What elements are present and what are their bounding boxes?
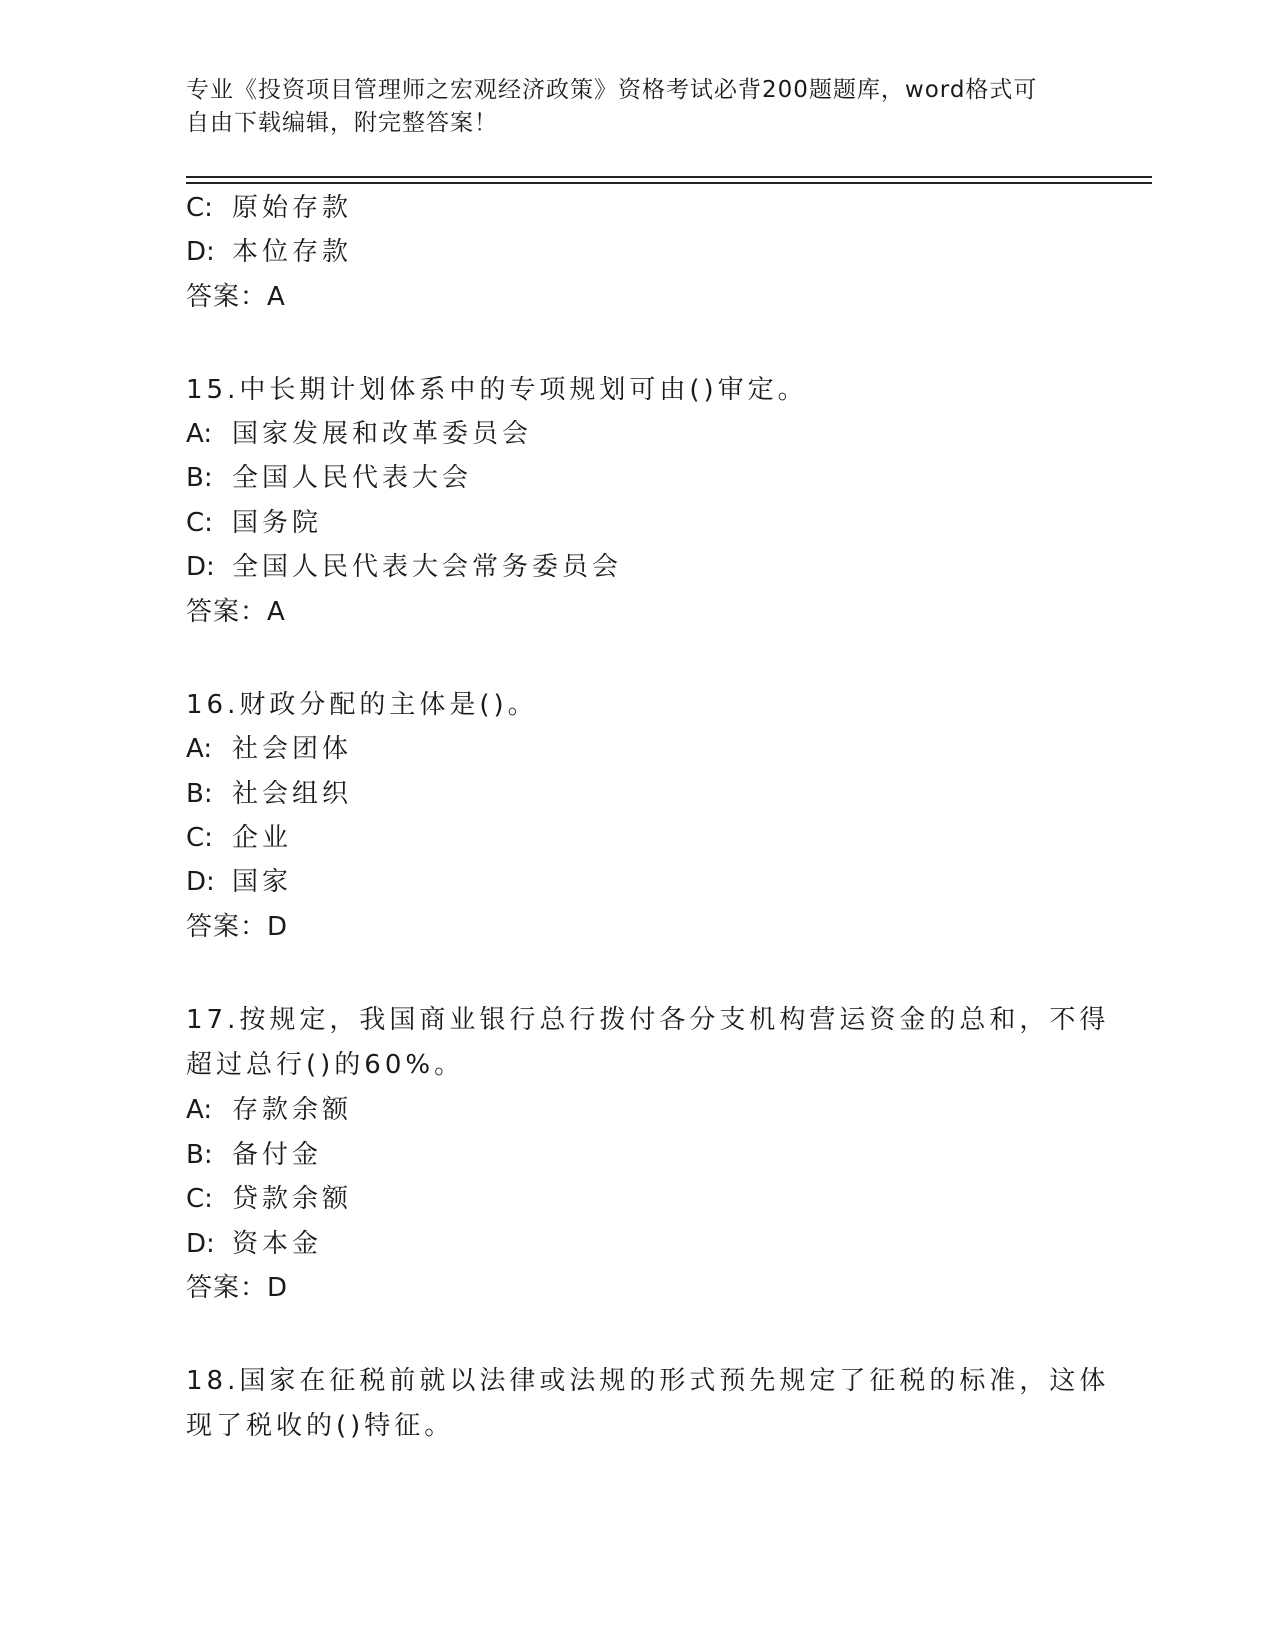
option-label: D: — [186, 1229, 215, 1259]
option-label: A: — [186, 734, 213, 764]
option-text: 存款余额 — [232, 1095, 353, 1125]
q17-stem-line-2: 超过总行()的60%。 — [186, 1050, 465, 1080]
option-label: A: — [186, 419, 213, 449]
header-divider-bottom — [186, 182, 1152, 184]
q18-stem-line-2: 现了税收的()特征。 — [186, 1411, 455, 1441]
q15-option-a — [186, 418, 532, 450]
q15-option-b — [186, 462, 472, 494]
header-line-2: 自由下载编辑，附完整答案！ — [186, 110, 498, 136]
q16-option-c — [186, 822, 292, 854]
q16-option-a — [186, 733, 352, 765]
document-header — [186, 74, 1086, 140]
option-label: B: — [186, 463, 213, 493]
option-text: 国家 — [232, 867, 293, 897]
option-text: 社会组织 — [232, 779, 353, 809]
option-text: 国务院 — [232, 508, 323, 538]
option-text: 资本金 — [232, 1229, 323, 1259]
option-label: B: — [186, 1140, 213, 1170]
header-line-1: 专业《投资项目管理师之宏观经济政策》资格考试必背200题题库，word格式可 — [186, 77, 1038, 103]
option-text: 国家发展和改革委员会 — [232, 419, 533, 449]
q17-option-c — [186, 1183, 352, 1215]
option-text: 原始存款 — [232, 193, 353, 223]
q16-stem: 16.财政分配的主体是()。 — [186, 690, 538, 720]
option-label: C: — [186, 508, 213, 538]
q14-answer: 答案：A — [186, 282, 286, 312]
q16-option-b — [186, 778, 352, 810]
option-text: 备付金 — [232, 1140, 323, 1170]
q18-stem-line-1: 18.国家在征税前就以法律或法规的形式预先规定了征税的标准，这体 — [186, 1366, 1110, 1396]
q15-stem: 15.中长期计划体系中的专项规划可由()审定。 — [186, 375, 808, 405]
q17-answer: 答案：D — [186, 1273, 289, 1303]
q15-answer: 答案：A — [186, 597, 286, 627]
option-text: 贷款余额 — [232, 1184, 353, 1214]
option-text: 全国人民代表大会 — [232, 463, 473, 493]
option-text: 本位存款 — [232, 237, 353, 267]
option-label: A: — [186, 1095, 213, 1125]
option-label: B: — [186, 779, 213, 809]
option-label: D: — [186, 237, 215, 267]
option-label: C: — [186, 823, 213, 853]
option-text: 社会团体 — [232, 734, 353, 764]
q16-answer: 答案：D — [186, 912, 289, 942]
q15-option-c — [186, 507, 322, 539]
header-divider-top — [186, 176, 1152, 178]
option-text: 企业 — [232, 823, 293, 853]
q16-option-d — [186, 866, 292, 898]
q15-option-d — [186, 551, 622, 583]
option-text: 全国人民代表大会常务委员会 — [232, 552, 623, 582]
option-label: D: — [186, 867, 215, 897]
q17-stem-line-1: 17.按规定，我国商业银行总行拨付各分支机构营运资金的总和，不得 — [186, 1005, 1110, 1035]
option-label: C: — [186, 1184, 213, 1214]
option-label: C: — [186, 193, 213, 223]
q14-option-d — [186, 236, 352, 268]
q17-option-a — [186, 1094, 352, 1126]
q17-option-b — [186, 1139, 322, 1171]
q14-option-c — [186, 192, 352, 224]
option-label: D: — [186, 552, 215, 582]
q17-option-d — [186, 1228, 322, 1260]
